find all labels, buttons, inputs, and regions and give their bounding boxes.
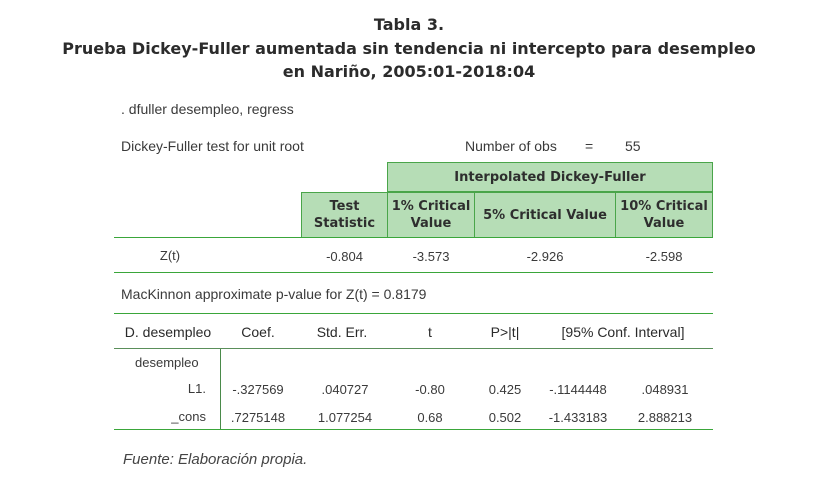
interpolated-df-header: Interpolated Dickey-Fuller	[387, 162, 713, 192]
row-l1-label: L1.	[187, 381, 206, 396]
df-bottom-rule	[114, 272, 713, 273]
reg-header-pval: P>|t|	[490, 324, 520, 340]
reg-top-rule	[114, 313, 713, 314]
row-l1-t: -0.80	[415, 382, 445, 397]
reg-header-depvar: D. desempleo	[124, 324, 212, 340]
row-l1-coef: -.327569	[232, 382, 284, 397]
reg-header-t: t	[428, 324, 432, 340]
command-text: . dfuller desempleo, regress	[121, 101, 294, 117]
obs-equals: =	[585, 138, 594, 154]
row-l1-stderr: .040727	[321, 382, 369, 397]
row-l1-ci-low: -.1144448	[549, 382, 607, 397]
zt-5pct: -2.926	[526, 249, 564, 264]
mackinnon-text: MacKinnon approximate p-value for Z(t) = 0.8179	[121, 286, 427, 302]
col-5pct-label: 5% Critical Value	[483, 207, 607, 223]
source-note: Fuente: Elaboración propia.	[123, 451, 308, 468]
col-test-statistic-label: Test Statistic	[313, 199, 376, 231]
row-cons-label: _cons	[171, 409, 206, 424]
zt-label: Z(t)	[159, 248, 181, 263]
reg-bottom-rule	[114, 429, 713, 430]
col-10pct	[615, 192, 713, 238]
zt-1pct: -3.573	[412, 249, 450, 264]
row-cons-coef: .7275148	[230, 410, 286, 425]
df-header-rule	[114, 237, 713, 238]
zt-test-statistic: -0.804	[326, 249, 363, 264]
table-number: Tabla 3.	[373, 15, 445, 34]
row-cons-ci-high: 2.888213	[637, 410, 693, 425]
reg-header-coef: Coef.	[241, 324, 275, 340]
reg-group-label: desempleo	[135, 355, 199, 370]
table-title: Prueba Dickey-Fuller aumentada sin tendencia ni intercepto para desempleo	[62, 39, 756, 58]
col-1pct	[387, 192, 475, 238]
zt-10pct: -2.598	[645, 249, 683, 264]
row-cons-stderr: 1.077254	[317, 410, 373, 425]
reg-header-rule	[114, 348, 713, 349]
col-10pct-label: 10% Critical Value	[620, 199, 708, 231]
obs-label: Number of obs	[465, 138, 557, 154]
row-cons-pval: 0.502	[488, 410, 522, 425]
row-l1-ci-high: .048931	[641, 382, 689, 397]
reg-divider	[220, 349, 221, 429]
row-l1-pval: 0.425	[488, 382, 522, 397]
row-cons-ci-low: -1.433183	[548, 410, 608, 425]
table-title-line2: en Nariño, 2005:01-2018:04	[282, 62, 536, 81]
row-cons-t: 0.68	[417, 410, 443, 425]
obs-value: 55	[625, 138, 641, 154]
col-5pct	[474, 192, 616, 238]
reg-header-stderr: Std. Err.	[316, 324, 368, 340]
col-test-statistic	[301, 192, 388, 238]
col-1pct-label: 1% Critical Value	[391, 199, 471, 231]
reg-header-ci: [95% Conf. Interval]	[561, 324, 685, 340]
test-label: Dickey-Fuller test for unit root	[121, 138, 304, 154]
